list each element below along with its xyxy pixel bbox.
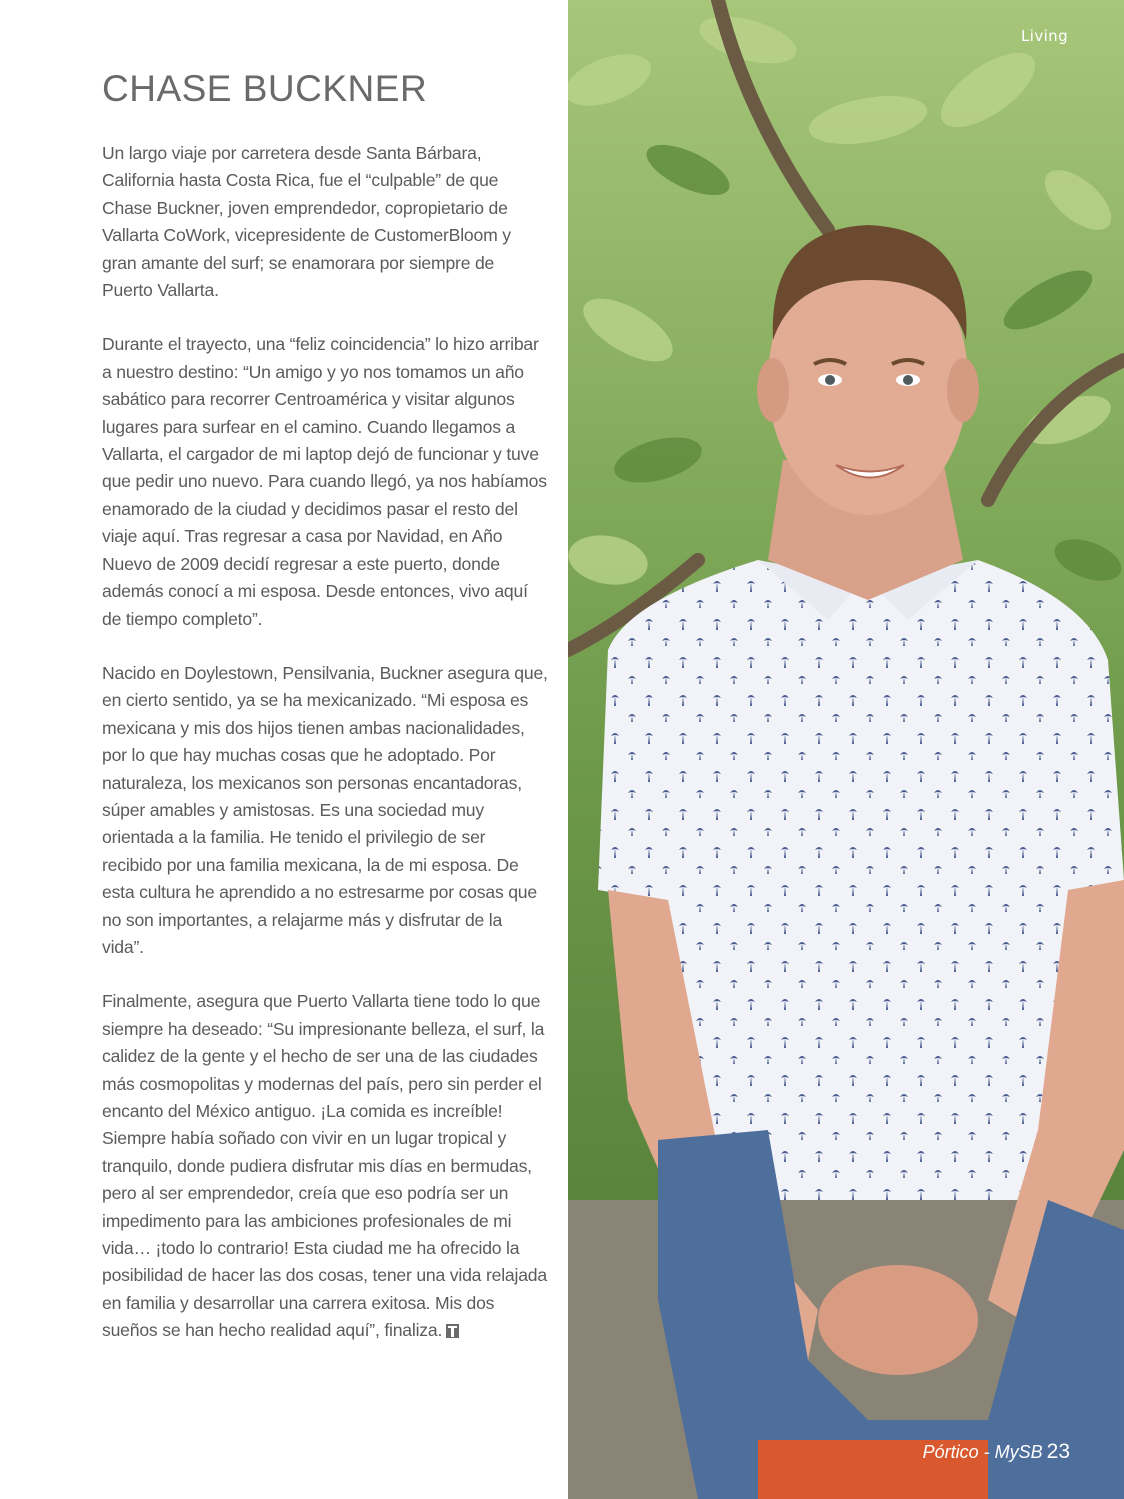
article-title: CHASE BUCKNER	[102, 68, 428, 109]
article-paragraph-4-text: Finalmente, asegura que Puerto Vallarta tiene todo lo que siempre ha deseado: “Su impresionante belleza, el surf, la calidez de la gente y el hecho de ser una de las ciudades más cosmopolitas y modernas del país, pero sin perder el encanto del México antiguo. ¡La comida es increíble! Siempre había soñado con vivir en un lugar tropical y tranquilo, donde pudiera disfrutar mis días en bermudas, pero al ser emprendedor, creía que eso podría ser un impedimento para las ambiciones profesionales de mi vida… ¡todo lo contrario! Esta ciudad me ha ofrecido la posibilidad de hacer las dos cosas, tener una vida relajada en familia y desarrollar una carrera exitosa. Mis dos sueños se han hecho realidad aquí”, finaliza.	[102, 991, 547, 1341]
portico-logo-icon	[446, 1324, 459, 1338]
article-paragraph-4	[102, 988, 548, 1344]
page-footer	[923, 1440, 1070, 1464]
article-column	[102, 62, 548, 1372]
article-paragraph-1: Un largo viaje por carretera desde Santa Bárbara, California hasta Costa Rica, fue el “culpable” de que Chase Buckner, joven emprendedor, copropietario de Vallarta CoWork, vicepresidente de CustomerBloom y gran amante del surf; se enamorara por siempre de Puerto Vallarta.	[102, 143, 511, 301]
portrait-photo	[568, 0, 1124, 1499]
page-number: 23	[1046, 1440, 1070, 1463]
magazine-name: Pórtico - MySB	[922, 1442, 1043, 1462]
article-paragraph-3: Nacido en Doylestown, Pensilvania, Buckner asegura que, en cierto sentido, ya se ha mexicanizado. “Mi esposa es mexicana y mis dos hijos tienen ambas nacionalidades, por lo que hay muchas cosas que he adoptado. Por naturaleza, los mexicanos son personas encantadoras, súper amables y amistosas. Es una sociedad muy orientada a la familia. He tenido el privilegio de ser recibido por una familia mexicana, la de mi esposa. De esta cultura he aprendido a no estresarme por cosas que no son importantes, a relajarme más y disfrutar de la vida”.	[102, 662, 548, 957]
section-label: Living	[1021, 27, 1068, 45]
article-paragraph-2: Durante el trayecto, una “feliz coincidencia” lo hizo arribar a nuestro destino: “Un amigo y yo nos tomamos un año sabático para recorrer Centroamérica y visitar algunos lugares para surfear en el camino. Cuando llegamos a Vallarta, el cargador de mi laptop dejó de funcionar y tuve que pedir uno nuevo. Para cuando llegó, ya nos habíamos enamorado de la ciudad y decidimos pasar el resto del viaje aquí. Tras regresar a casa por Navidad, en Año Nuevo de 2009 decidí regresar a este puerto, donde además conocí a mi esposa. Desde entonces, vivo aquí de tiempo completo”.	[102, 334, 547, 629]
